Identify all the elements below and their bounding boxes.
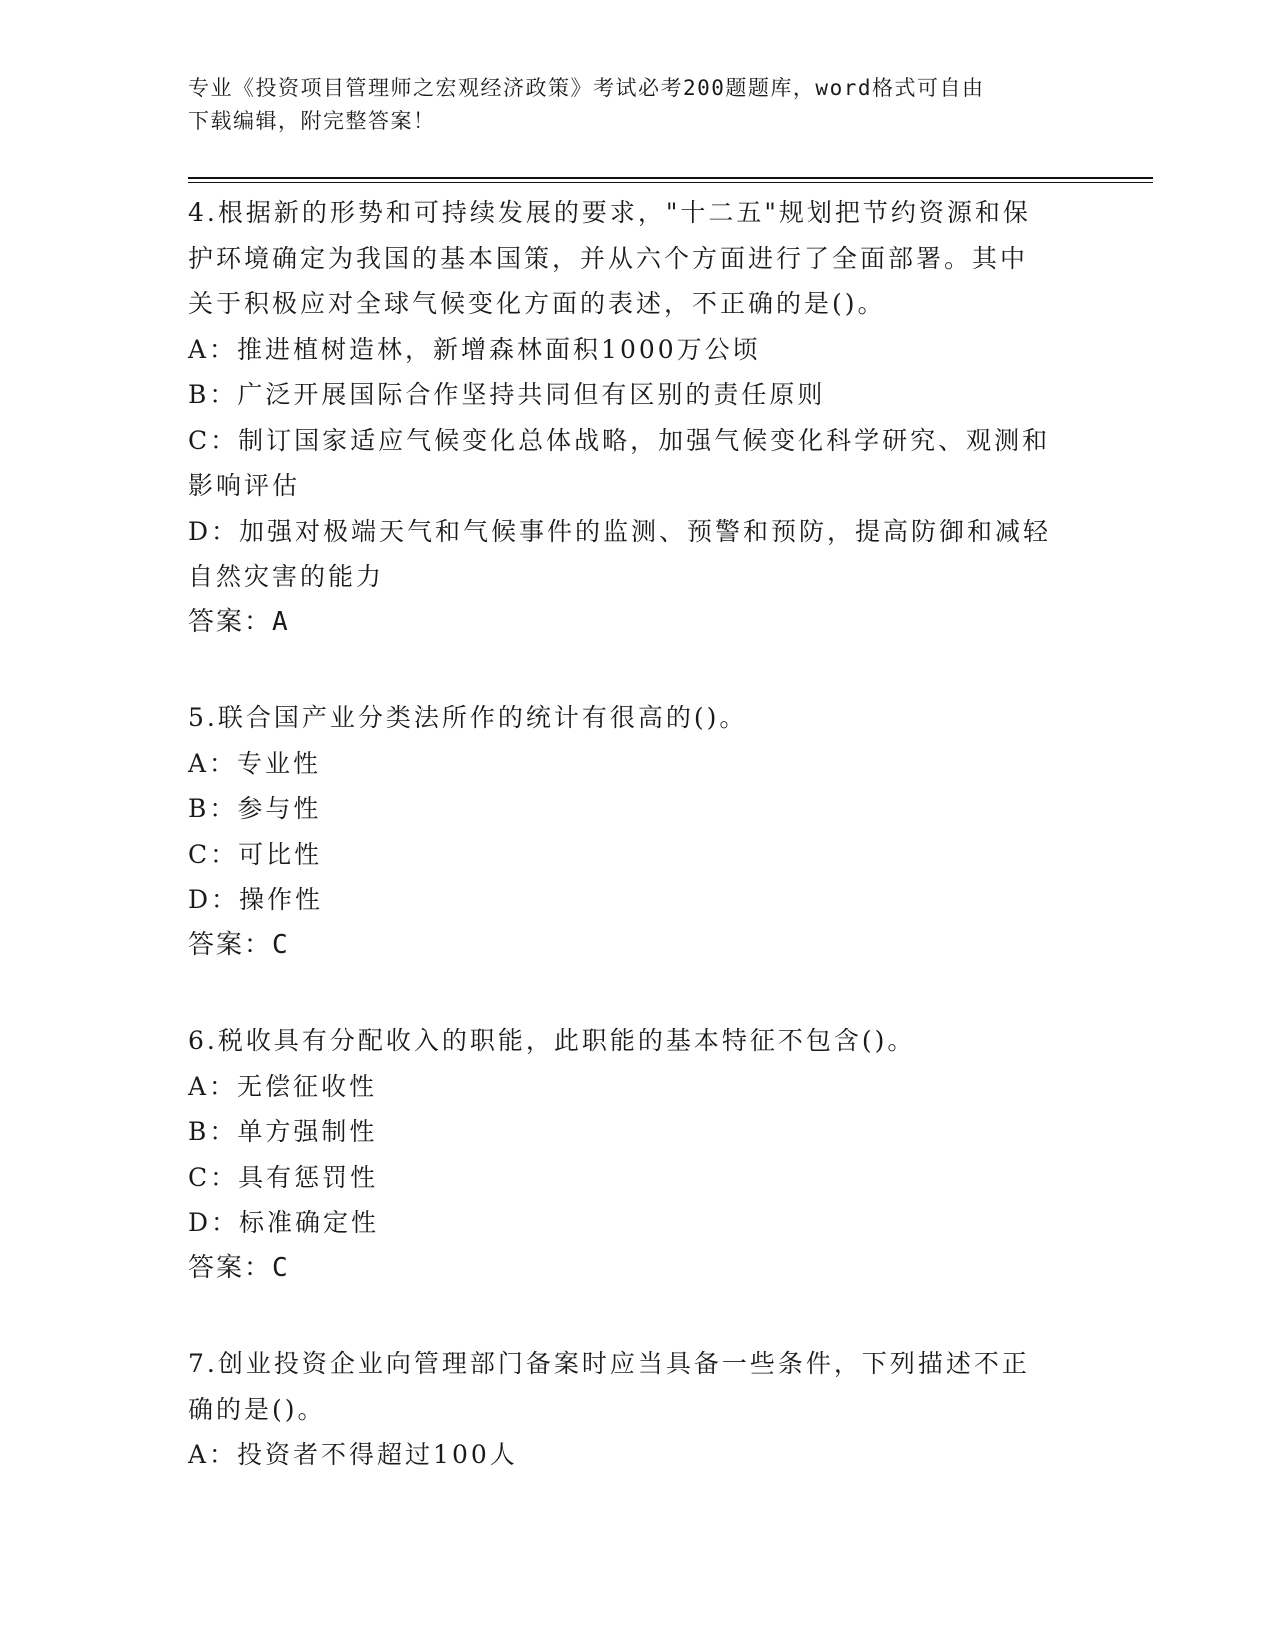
question-stem-line: 6.税收具有分配收入的职能，此职能的基本特征不包含()。 bbox=[188, 1026, 916, 1055]
option-line: D：加强对极端天气和气候事件的监测、预警和预防，提高防御和减轻 bbox=[188, 516, 1052, 546]
option-line: D：标准确定性 bbox=[188, 1208, 380, 1237]
answer-line: 答案：C bbox=[188, 929, 290, 960]
header-divider-thick bbox=[188, 177, 1153, 179]
option-line: C：可比性 bbox=[188, 839, 323, 869]
question-stem-line: 4.根据新的形势和可持续发展的要求，"十二五"规划把节约资源和保 bbox=[188, 198, 1031, 227]
option-line: A：推进植树造林，新增森林面积1000万公顷 bbox=[188, 334, 761, 364]
option-line: D：操作性 bbox=[188, 885, 324, 914]
header-divider-thin bbox=[188, 182, 1153, 183]
question-stem-line: 护环境确定为我国的基本国策，并从六个方面进行了全面部署。其中 bbox=[188, 243, 1029, 273]
option-line: A：无偿征收性 bbox=[188, 1071, 378, 1101]
option-line: 影响评估 bbox=[188, 471, 301, 500]
answer-line: 答案：C bbox=[188, 1252, 290, 1283]
option-line: B：单方强制性 bbox=[188, 1117, 378, 1146]
option-line: C：制订国家适应气候变化总体战略，加强气候变化科学研究、观测和 bbox=[188, 425, 1051, 455]
question-block bbox=[188, 190, 1068, 645]
option-line: B：参与性 bbox=[188, 794, 322, 823]
question-block bbox=[188, 1018, 1068, 1291]
option-line: A：投资者不得超过100人 bbox=[188, 1440, 518, 1469]
option-line: 自然灾害的能力 bbox=[188, 562, 385, 591]
question-block bbox=[188, 695, 1068, 968]
answer-line: 答案：A bbox=[188, 606, 290, 637]
header-line-1: 专业《投资项目管理师之宏观经济政策》考试必考200题题库，word格式可自由 bbox=[188, 76, 985, 100]
question-block bbox=[188, 1341, 1068, 1478]
option-line: A：专业性 bbox=[188, 748, 322, 778]
option-line: C：具有惩罚性 bbox=[188, 1162, 379, 1192]
option-line: B：广泛开展国际合作坚持共同但有区别的责任原则 bbox=[188, 380, 826, 409]
question-list bbox=[188, 190, 1068, 1528]
question-stem-line: 7.创业投资企业向管理部门备案时应当具备一些条件，下列描述不正 bbox=[188, 1349, 1030, 1378]
header-line-2: 下载编辑，附完整答案！ bbox=[188, 109, 436, 133]
question-stem-line: 确的是()。 bbox=[188, 1394, 326, 1424]
question-stem-line: 5.联合国产业分类法所作的统计有很高的()。 bbox=[188, 703, 748, 732]
document-header bbox=[188, 72, 1068, 138]
question-stem-line: 关于积极应对全球气候变化方面的表述，不正确的是()。 bbox=[188, 289, 886, 318]
